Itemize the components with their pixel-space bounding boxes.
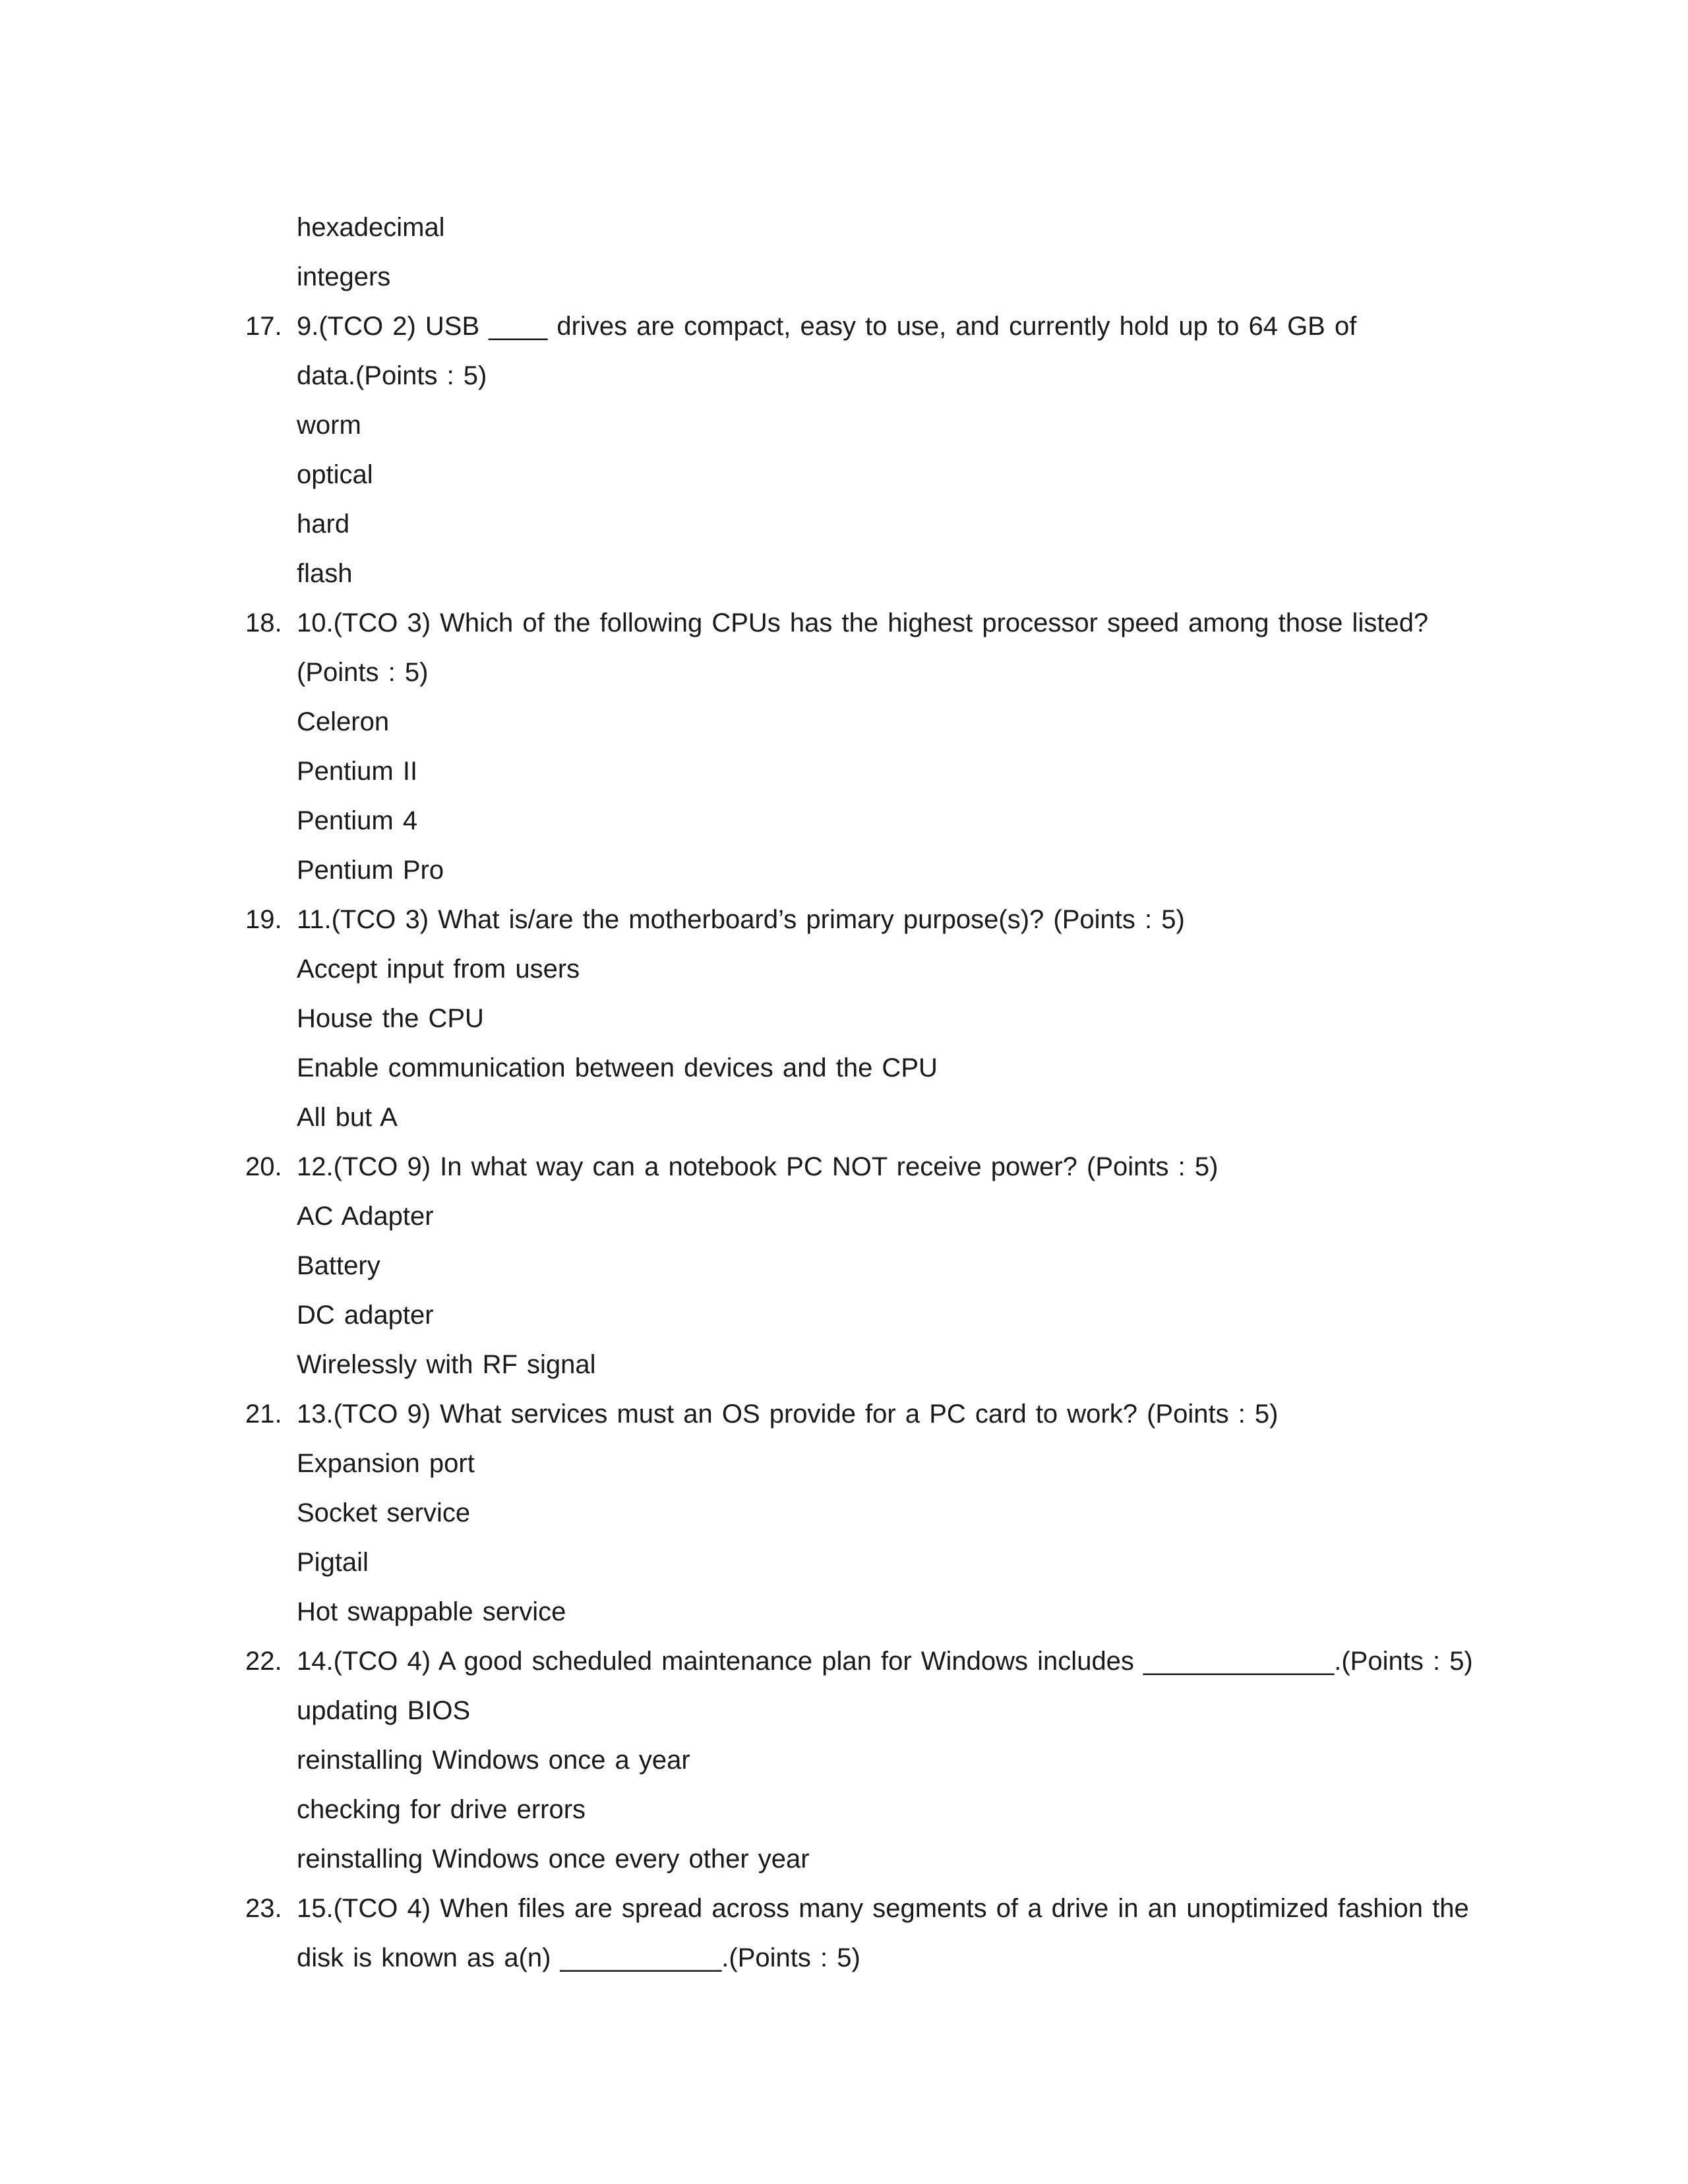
option-text: flash <box>297 559 353 588</box>
question-22 <box>0 1637 1688 1686</box>
question-text: 10.(TCO 3) Which of the following CPUs has the highest processor speed among those listed? <box>297 608 1429 637</box>
option-text: checking for drive errors <box>297 1795 586 1824</box>
option-text: hard <box>297 510 350 539</box>
option-line <box>0 796 1688 846</box>
option-text: Pentium Pro <box>297 856 444 885</box>
option-line <box>0 252 1688 302</box>
option-line <box>0 1686 1688 1736</box>
option-line <box>0 500 1688 549</box>
question-number: 19. <box>245 905 282 934</box>
option-text: Pigtail <box>297 1548 369 1577</box>
option-text: Accept input from users <box>297 955 580 984</box>
question-text: 12.(TCO 9) In what way can a notebook PC NOT receive power? (Points : 5) <box>297 1152 1219 1181</box>
question-number: 18. <box>245 608 282 637</box>
option-line <box>0 1340 1688 1390</box>
question-21 <box>0 1390 1688 1439</box>
option-line <box>0 1835 1688 1884</box>
option-text: All but A <box>297 1103 398 1132</box>
option-line <box>0 1785 1688 1835</box>
question-text-continuation <box>0 648 1688 697</box>
option-line <box>0 994 1688 1044</box>
option-line <box>0 549 1688 599</box>
option-line <box>0 1093 1688 1142</box>
option-text: Battery <box>297 1251 380 1280</box>
question-text: (Points : 5) <box>297 658 429 687</box>
option-text: Hot swappable service <box>297 1597 566 1626</box>
option-line <box>0 401 1688 450</box>
option-text: AC Adapter <box>297 1202 434 1231</box>
question-text: data.(Points : 5) <box>297 361 487 390</box>
option-line <box>0 1192 1688 1241</box>
question-text: 15.(TCO 4) When files are spread across many segments of a drive in an unoptimized fashion the <box>297 1894 1469 1923</box>
question-number: 20. <box>245 1152 282 1181</box>
option-text: Pentium 4 <box>297 806 418 835</box>
question-text: 9.(TCO 2) USB ____ drives are compact, easy to use, and currently hold up to 64 GB of <box>297 312 1357 341</box>
option-text: reinstalling Windows once every other year <box>297 1845 810 1874</box>
option-line <box>0 1736 1688 1785</box>
question-number: 22. <box>245 1647 282 1676</box>
question-text: 14.(TCO 4) A good scheduled maintenance plan for Windows includes _____________.(Points : 5) <box>297 1647 1473 1676</box>
option-line <box>0 846 1688 895</box>
option-line <box>0 1044 1688 1093</box>
question-number: 17. <box>245 312 282 341</box>
option-text: worm <box>297 411 361 440</box>
question-20 <box>0 1142 1688 1192</box>
option-line <box>0 1538 1688 1587</box>
option-line <box>0 1489 1688 1538</box>
question-17 <box>0 302 1688 351</box>
option-line <box>0 1587 1688 1637</box>
option-line <box>0 450 1688 500</box>
option-text: Enable communication between devices and the CPU <box>297 1053 938 1082</box>
option-line <box>0 1439 1688 1489</box>
question-number: 23. <box>245 1894 282 1923</box>
option-text: Expansion port <box>297 1449 475 1478</box>
question-18 <box>0 599 1688 648</box>
option-text: optical <box>297 460 373 489</box>
question-text-continuation <box>0 1933 1688 1983</box>
question-text: disk is known as a(n) ___________.(Points : 5) <box>297 1943 860 1972</box>
question-text: 13.(TCO 9) What services must an OS provide for a PC card to work? (Points : 5) <box>297 1400 1279 1429</box>
option-line <box>0 1291 1688 1340</box>
option-text: hexadecimal <box>297 213 445 242</box>
option-text: integers <box>297 262 391 291</box>
question-19 <box>0 895 1688 945</box>
question-text-continuation <box>0 351 1688 401</box>
option-text: Wirelessly with RF signal <box>297 1350 596 1379</box>
option-text: Socket service <box>297 1498 471 1527</box>
option-line <box>0 747 1688 796</box>
option-line <box>0 203 1688 252</box>
question-text: 11.(TCO 3) What is/are the motherboard’s primary purpose(s)? (Points : 5) <box>297 905 1185 934</box>
document-content <box>0 203 1688 1983</box>
option-text: updating BIOS <box>297 1696 471 1725</box>
question-23 <box>0 1884 1688 1933</box>
option-line <box>0 697 1688 747</box>
option-text: DC adapter <box>297 1301 434 1330</box>
option-text: Celeron <box>297 707 390 736</box>
option-text: House the CPU <box>297 1004 484 1033</box>
question-number: 21. <box>245 1400 282 1429</box>
option-line <box>0 1241 1688 1291</box>
option-text: Pentium II <box>297 757 418 786</box>
option-line <box>0 945 1688 994</box>
option-text: reinstalling Windows once a year <box>297 1746 690 1775</box>
